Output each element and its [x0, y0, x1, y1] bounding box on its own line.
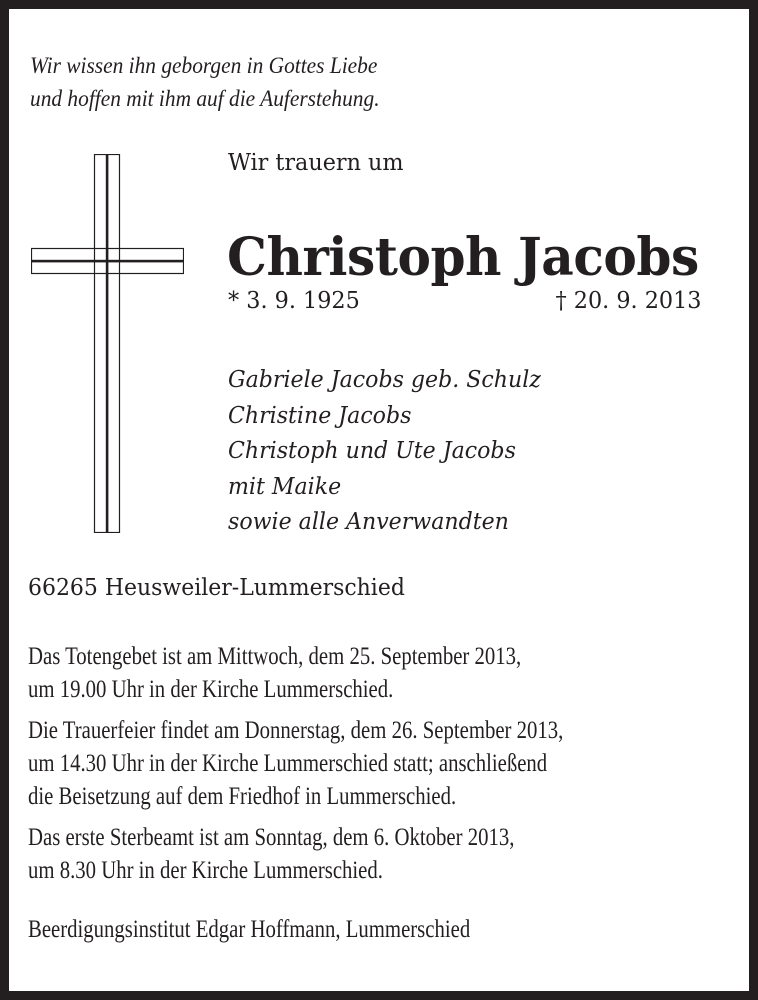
mourners-list — [228, 363, 541, 541]
notice-line: Das Totengebet ist am Mittwoch, dem 25. September 2013, — [28, 643, 522, 670]
notice-line: Das erste Sterbeamt ist am Sonntag, dem 6. Oktober 2013, — [28, 824, 515, 851]
service-notices — [28, 640, 563, 895]
mourner-entry: sowie alle Anverwandten — [228, 509, 509, 535]
motto-verse — [30, 49, 380, 115]
motto-line: Wir wissen ihn geborgen in Gottes Liebe — [30, 53, 378, 78]
notice-line: um 8.30 Uhr in der Kirche Lummerschied. — [28, 857, 383, 884]
notice-funeral — [28, 714, 563, 813]
mourner-entry: mit Maike — [228, 473, 342, 500]
obituary-notice — [9, 9, 749, 991]
mourner-entry: Gabriele Jacobs geb. Schulz — [228, 367, 541, 393]
deceased-name: Christoph Jacobs — [227, 227, 699, 288]
birth-date: * 3. 9. 1925 — [228, 288, 360, 314]
notice-line: um 19.00 Uhr in der Kirche Lummerschied. — [28, 676, 394, 703]
notice-prayer — [28, 640, 563, 706]
undertaker-credit: Beerdigungsinstitut Edgar Hoffmann, Lummerschied — [28, 916, 471, 943]
notice-line: die Beisetzung auf dem Friedhof in Lummerschied. — [28, 783, 457, 810]
death-date: † 20. 9. 2013 — [555, 288, 701, 314]
notice-line: um 14.30 Uhr in der Kirche Lummerschied statt; anschließend — [28, 750, 548, 777]
mourner-entry: Christoph und Ute Jacobs — [228, 438, 516, 464]
notice-requiem — [28, 821, 563, 887]
residence-place: 66265 Heusweiler-Lummerschied — [28, 575, 405, 601]
mourning-intro: Wir trauern um — [228, 150, 404, 176]
notice-line: Die Trauerfeier findet am Donnerstag, dem 26. September 2013, — [28, 717, 564, 744]
mourner-entry: Christine Jacobs — [228, 402, 412, 429]
cross-icon — [31, 154, 184, 533]
motto-line: und hoffen mit ihm auf die Auferstehung. — [30, 86, 380, 111]
